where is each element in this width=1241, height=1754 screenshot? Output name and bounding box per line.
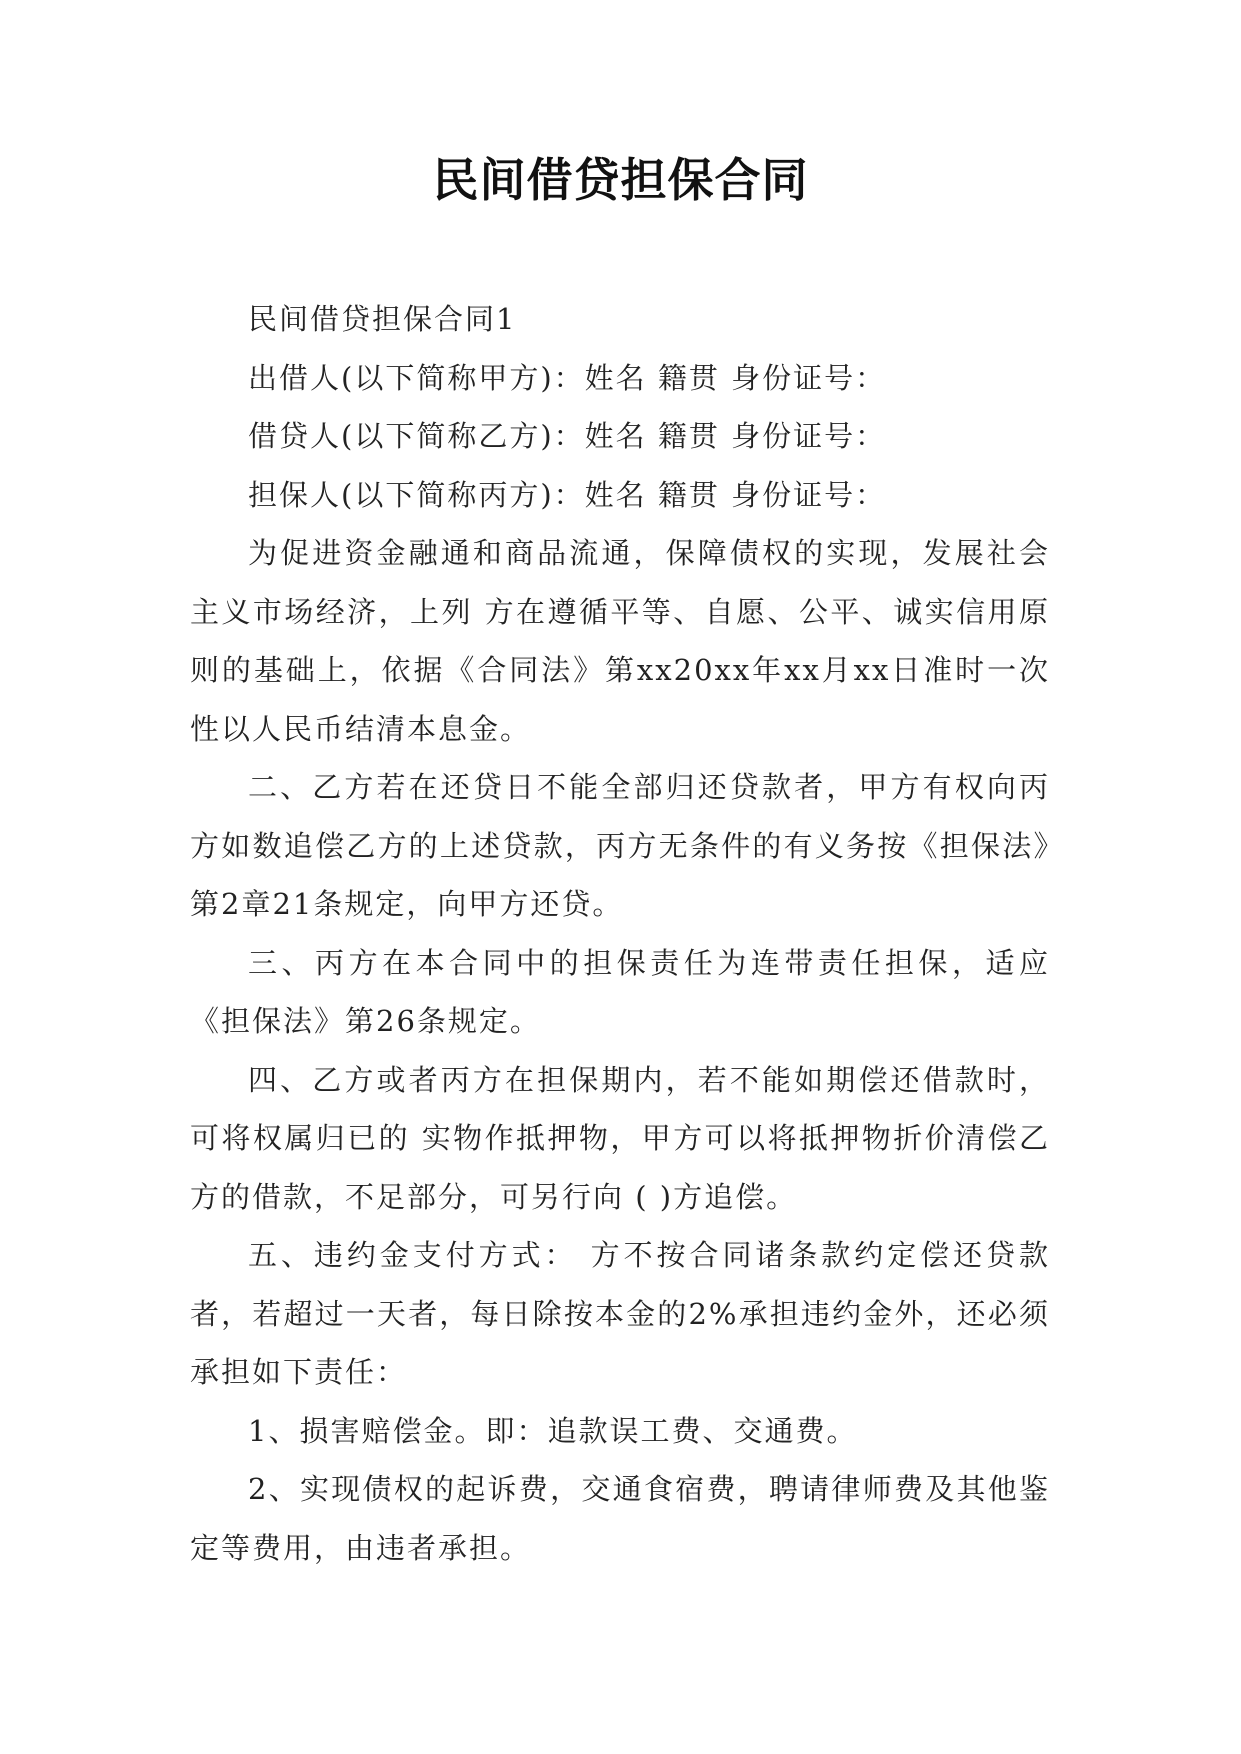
paragraph-item-2: 2、实现债权的起诉费，交通食宿费，聘请律师费及其他鉴定等费用，由违者承担。 xyxy=(190,1472,1050,1565)
paragraph-clause-5: 五、违约金支付方式： 方不按合同诸条款约定偿还贷款者，若超过一天者，每日除按本金的2%承担违约金外，还必须承担如下责任： xyxy=(190,1238,1050,1389)
paragraph-clause-4: 四、乙方或者丙方在担保期内，若不能如期偿还借款时，可将权属归已的 实物作抵押物，甲方可以将抵押物折价清偿乙方的借款，不足部分，可另行向 ( )方追偿。 xyxy=(190,1062,1050,1214)
document-title: 民间借贷担保合同 xyxy=(432,153,809,207)
paragraph-borrower: 借贷人(以下简称乙方)：姓名 籍贯 身份证号： xyxy=(248,419,887,453)
paragraph-lender: 出借人(以下简称甲方)：姓名 籍贯 身份证号： xyxy=(248,360,887,395)
paragraph-heading: 民间借贷担保合同1 xyxy=(248,302,517,336)
paragraph-guarantor: 担保人(以下简称丙方)：姓名 籍贯 身份证号： xyxy=(248,477,887,512)
document-body xyxy=(190,290,1050,1577)
paragraph-preamble: 为促进资金融通和商品流通，保障债权的实现，发展社会主义市场经济，上列 方在遵循平等、自愿、公平、诚实信用原则的基础上，依据《合同法》第xx20xx年xx月xx日准时一次性以人民币结清本息金。 xyxy=(190,536,1050,746)
paragraph-clause-3: 三、丙方在本合同中的担保责任为连带责任担保，适应《担保法》第26条规定。 xyxy=(190,945,1050,1038)
paragraph-clause-2: 二、乙方若在还贷日不能全部归还贷款者，甲方有权向丙方如数追偿乙方的上述贷款，丙方无条件的有义务按《担保法》第2章21条规定，向甲方还贷。 xyxy=(190,770,1050,921)
paragraph-item-1: 1、损害赔偿金。即：追款误工费、交通费。 xyxy=(248,1413,858,1448)
